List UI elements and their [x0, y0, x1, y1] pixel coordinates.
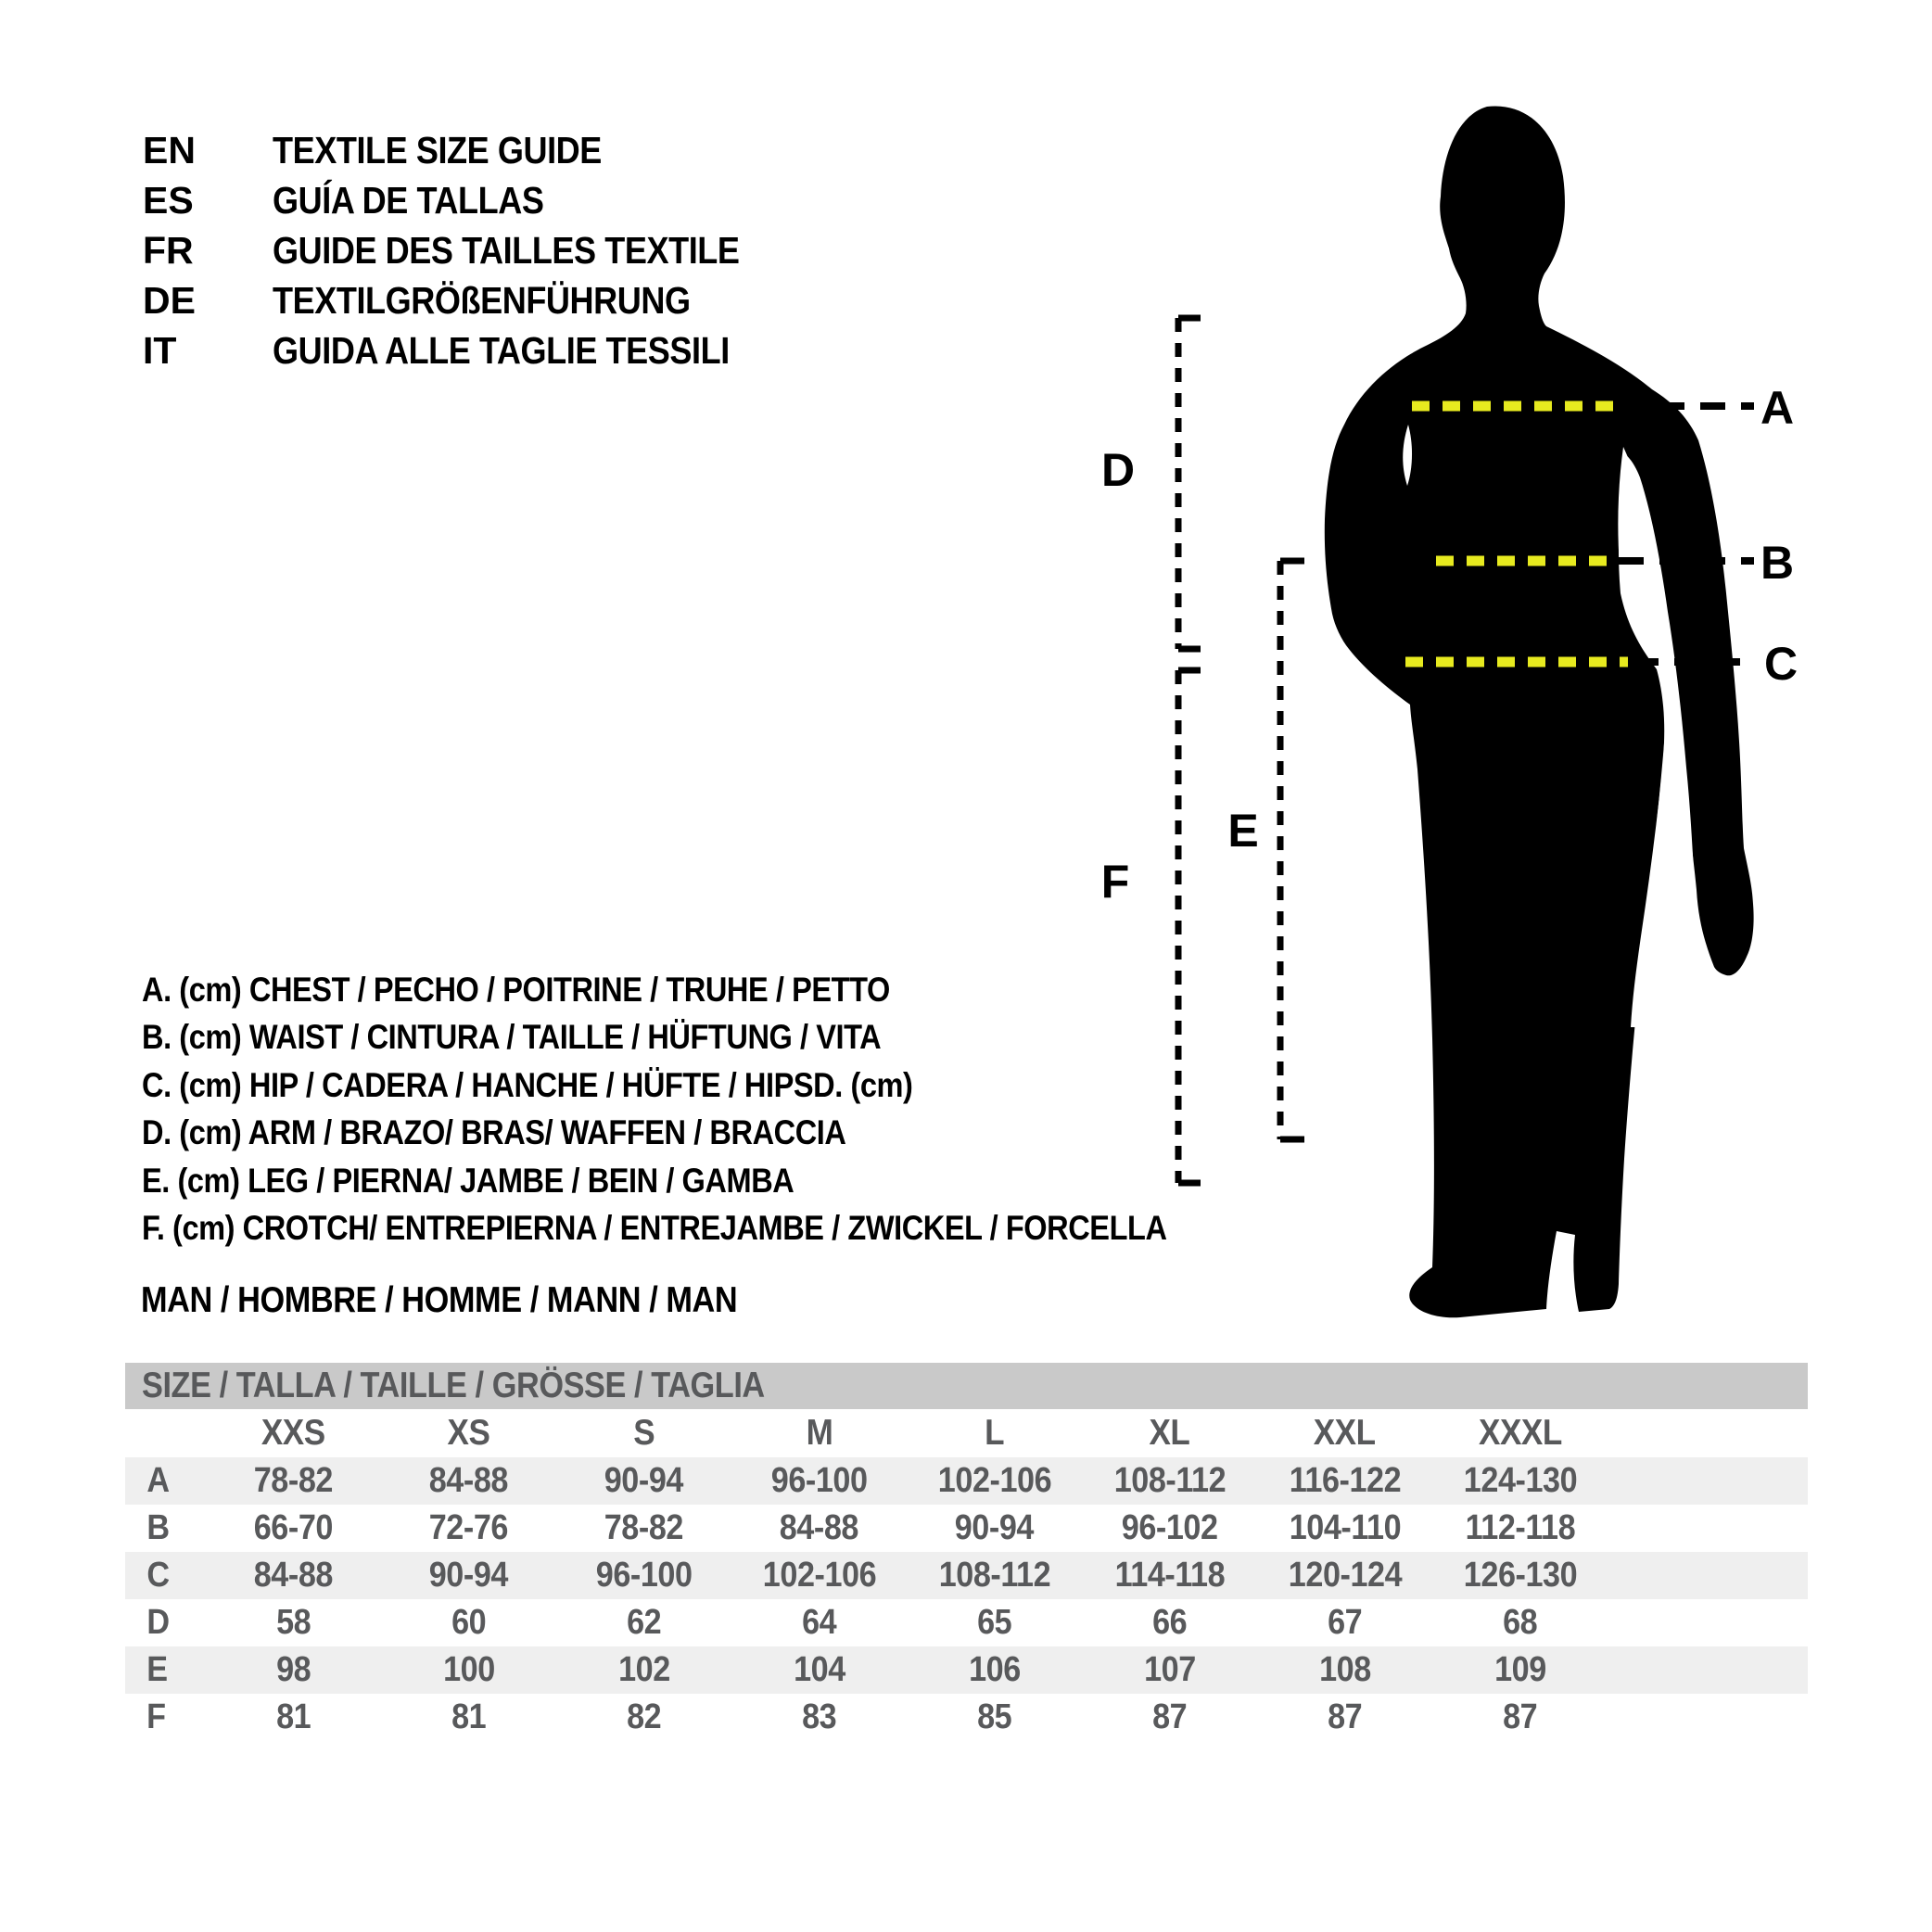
size-col-header [1257, 1413, 1432, 1454]
cell-value: 68 [1502, 1603, 1538, 1642]
marker-a-label: A [1760, 382, 1795, 434]
table-cell [1432, 1603, 1608, 1643]
cell-value: 67 [1327, 1603, 1363, 1642]
table-row-hip [125, 1552, 1808, 1599]
man-silhouette [1325, 106, 1754, 1317]
cell-value: 96-100 [770, 1461, 868, 1500]
size-col-header [907, 1413, 1082, 1454]
legend-text: D. (cm) ARM / BRAZO/ BRAS/ WAFFEN / BRACCIA [142, 1113, 846, 1152]
table-cell [206, 1650, 381, 1690]
table-cell [1432, 1697, 1608, 1737]
size-name: XXS [261, 1413, 325, 1453]
table-cell [206, 1556, 381, 1595]
cell-value: 116-122 [1289, 1461, 1401, 1500]
size-name: M [806, 1413, 833, 1453]
size-name: XXXL [1478, 1413, 1562, 1453]
cell-value: 90-94 [428, 1556, 509, 1595]
cell-value: 108 [1318, 1650, 1371, 1689]
cell-value: 104-110 [1289, 1508, 1401, 1547]
cell-value: 112-118 [1465, 1508, 1575, 1547]
table-cell [206, 1603, 381, 1643]
cell-value: 78-82 [253, 1461, 334, 1500]
cell-value: 90-94 [604, 1461, 684, 1500]
language-code: DE [143, 278, 196, 322]
cell-value: 104 [793, 1650, 845, 1689]
language-code: FR [143, 228, 194, 272]
size-col-header [556, 1413, 731, 1454]
measurement-legend [142, 966, 1306, 1252]
table-cell [1082, 1603, 1257, 1643]
row-label-text: D [146, 1603, 170, 1642]
table-cell [1082, 1650, 1257, 1690]
legend-line-arm [142, 1110, 1306, 1158]
size-name: XS [447, 1413, 490, 1453]
cell-value: 87 [1151, 1697, 1188, 1736]
table-cell [1432, 1650, 1608, 1690]
language-code: IT [143, 328, 177, 372]
row-label-text: F [146, 1697, 166, 1736]
guide-title: GUÍA DE TALLAS [273, 178, 544, 222]
table-row-leg [125, 1646, 1808, 1694]
category-line [141, 1277, 819, 1325]
table-cell [381, 1697, 556, 1737]
table-cell [731, 1556, 907, 1595]
table-cell [381, 1603, 556, 1643]
guide-title: TEXTILGRÖßENFÜHRUNG [273, 278, 691, 322]
table-cell [731, 1508, 907, 1548]
legend-text: B. (cm) WAIST / CINTURA / TAILLE / HÜFTUNG / VITA [142, 1018, 882, 1057]
cell-value: 106 [968, 1650, 1021, 1689]
row-label [125, 1461, 206, 1501]
cell-value: 87 [1327, 1697, 1363, 1736]
table-cell [907, 1508, 1082, 1548]
table-cell [1082, 1556, 1257, 1595]
size-col-header [1082, 1413, 1257, 1454]
table-cell [206, 1508, 381, 1548]
table-cell [907, 1603, 1082, 1643]
guide-title: TEXTILE SIZE GUIDE [273, 128, 602, 172]
cell-value: 90-94 [954, 1508, 1035, 1547]
size-header-row [125, 1409, 1808, 1457]
table-cell [1257, 1508, 1432, 1548]
cell-value: 84-88 [253, 1556, 334, 1595]
table-cell [1082, 1508, 1257, 1548]
row-label [125, 1650, 206, 1690]
legend-text: E. (cm) LEG / PIERNA/ JAMBE / BEIN / GAMBA [142, 1161, 794, 1200]
language-code: EN [143, 128, 196, 172]
row-label [125, 1697, 206, 1737]
cell-value: 114-118 [1114, 1556, 1225, 1595]
legend-text: C. (cm) HIP / CADERA / HANCHE / HÜFTE / HIPSD. (cm) [142, 1065, 913, 1104]
legend-line-leg [142, 1157, 1306, 1205]
guide-title: GUIDE DES TAILLES TEXTILE [273, 228, 740, 272]
table-cell [556, 1650, 731, 1690]
cell-value: 81 [451, 1697, 487, 1736]
guide-title: GUIDA ALLE TAGLIE TESSILI [273, 328, 730, 372]
cell-value: 102-106 [762, 1556, 876, 1595]
table-cell [1432, 1556, 1608, 1595]
table-cell [1257, 1697, 1432, 1737]
cell-value: 96-100 [595, 1556, 693, 1595]
table-cell [1082, 1697, 1257, 1737]
table-cell [1257, 1556, 1432, 1595]
cell-value: 102-106 [937, 1461, 1051, 1500]
size-name: XXL [1314, 1413, 1376, 1453]
table-row-arm [125, 1599, 1808, 1646]
marker-f-label: F [1100, 856, 1130, 908]
cell-value: 108-112 [1113, 1461, 1226, 1500]
row-label-text: E [146, 1650, 168, 1689]
size-col-header [206, 1413, 381, 1454]
size-col-header [381, 1413, 556, 1454]
row-label-text: B [146, 1508, 170, 1547]
size-table [125, 1363, 1808, 1741]
cell-value: 81 [275, 1697, 311, 1736]
cell-value: 60 [451, 1603, 487, 1642]
arm-length-ticks [1178, 318, 1201, 649]
table-cell [1257, 1650, 1432, 1690]
table-cell [556, 1556, 731, 1595]
table-cell [1257, 1603, 1432, 1643]
row-label-text: C [146, 1556, 170, 1595]
table-row-waist [125, 1505, 1808, 1552]
row-label [125, 1556, 206, 1595]
marker-b-label: B [1760, 537, 1795, 589]
cell-value: 62 [626, 1603, 662, 1642]
legend-line-crotch [142, 1205, 1306, 1253]
cell-value: 120-124 [1288, 1556, 1402, 1595]
cell-value: 83 [801, 1697, 837, 1736]
size-name: S [633, 1413, 655, 1453]
cell-value: 82 [626, 1697, 662, 1736]
legend-text: A. (cm) CHEST / PECHO / POITRINE / TRUHE / PETTO [142, 970, 890, 1009]
cell-value: 102 [617, 1650, 670, 1689]
cell-value: 98 [275, 1650, 311, 1689]
marker-e-label: E [1227, 805, 1259, 857]
marker-d-label: D [1100, 444, 1136, 496]
table-cell [381, 1650, 556, 1690]
table-cell [556, 1603, 731, 1643]
cell-value: 108-112 [938, 1556, 1050, 1595]
table-cell [731, 1697, 907, 1737]
table-cell [1432, 1461, 1608, 1501]
table-cell [731, 1603, 907, 1643]
size-col-header [731, 1413, 907, 1454]
cell-value: 96-102 [1121, 1508, 1218, 1547]
size-table-header-band [125, 1363, 1808, 1409]
table-cell [907, 1697, 1082, 1737]
table-cell [1257, 1461, 1432, 1501]
size-name: L [984, 1413, 1004, 1453]
cell-value: 66-70 [253, 1508, 334, 1547]
legend-line-chest [142, 966, 1306, 1014]
size-table-title: SIZE / TALLA / TAILLE / GRÖSSE / TAGLIA [142, 1366, 765, 1405]
row-label [125, 1603, 206, 1643]
table-cell [1082, 1461, 1257, 1501]
cell-value: 85 [976, 1697, 1012, 1736]
table-cell [731, 1461, 907, 1501]
table-cell [556, 1508, 731, 1548]
table-cell [206, 1461, 381, 1501]
table-cell [381, 1556, 556, 1595]
table-cell [907, 1650, 1082, 1690]
language-code: ES [143, 178, 194, 222]
cell-value: 78-82 [604, 1508, 684, 1547]
row-label [125, 1508, 206, 1548]
cell-value: 66 [1151, 1603, 1188, 1642]
table-cell [1432, 1508, 1608, 1548]
legend-line-hip [142, 1061, 1306, 1110]
cell-value: 100 [442, 1650, 495, 1689]
size-col-header [1432, 1413, 1608, 1454]
table-cell [556, 1697, 731, 1737]
cell-value: 109 [1493, 1650, 1546, 1689]
table-row-chest [125, 1457, 1808, 1505]
cell-value: 87 [1502, 1697, 1538, 1736]
table-cell [381, 1461, 556, 1501]
legend-text: F. (cm) CROTCH/ ENTREPIERNA / ENTREJAMBE / ZWICKEL / FORCELLA [142, 1209, 1167, 1248]
table-cell [907, 1556, 1082, 1595]
cell-value: 124-130 [1463, 1461, 1577, 1500]
table-cell [556, 1461, 731, 1501]
cell-value: 107 [1143, 1650, 1196, 1689]
category-text: MAN / HOMBRE / HOMME / MANN / MAN [141, 1280, 738, 1320]
table-cell [381, 1508, 556, 1548]
cell-value: 65 [976, 1603, 1012, 1642]
table-cell [206, 1697, 381, 1737]
cell-value: 64 [801, 1603, 837, 1642]
size-name: XL [1149, 1413, 1190, 1453]
legend-line-waist [142, 1014, 1306, 1062]
cell-value: 126-130 [1463, 1556, 1577, 1595]
cell-value: 72-76 [428, 1508, 509, 1547]
table-cell [907, 1461, 1082, 1501]
marker-c-label: C [1763, 638, 1799, 690]
cell-value: 84-88 [779, 1508, 859, 1547]
cell-value: 58 [275, 1603, 311, 1642]
table-row-crotch [125, 1694, 1808, 1741]
row-label-text: A [146, 1461, 170, 1500]
cell-value: 84-88 [428, 1461, 509, 1500]
table-cell [731, 1650, 907, 1690]
